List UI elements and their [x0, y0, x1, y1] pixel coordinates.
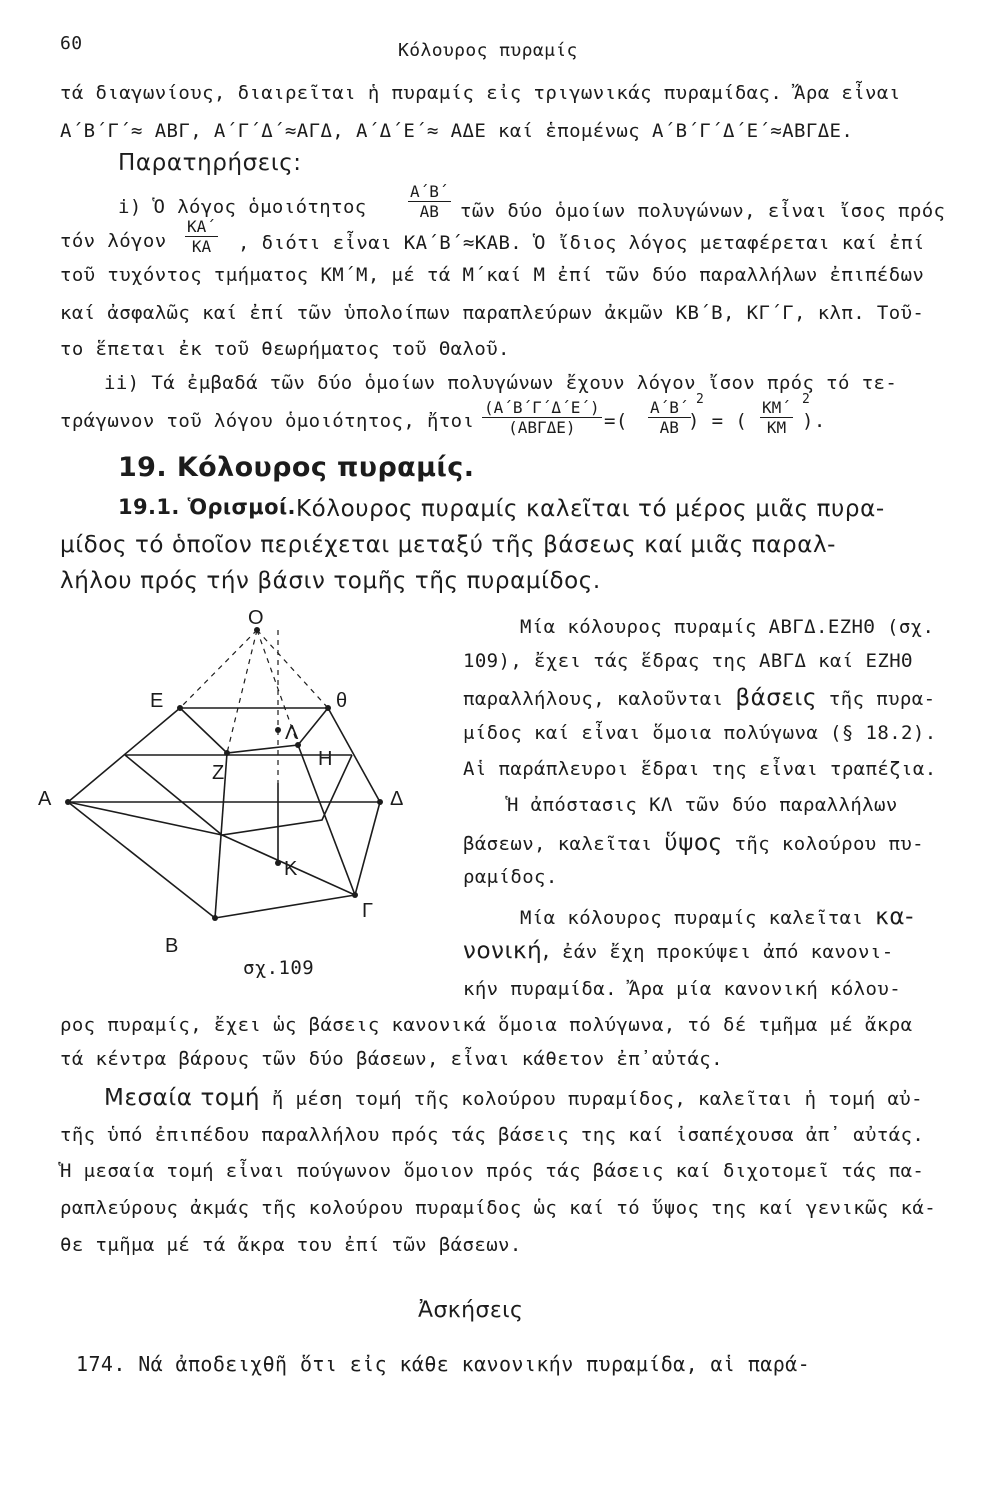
label-theta: θ	[336, 690, 348, 712]
remark-i-text: τόν λόγον	[60, 230, 167, 252]
right-column-line: κήν πυραμίδα. Ἄρα μία κανονική κόλου-	[463, 978, 902, 1000]
label-delta: Δ	[390, 788, 404, 810]
intro-line: Α΄Β΄Γ΄≈ ΑΒΓ, Α΄Γ΄Δ΄≈ΑΓΔ, Α΄Δ΄Ε΄≈ ΑΔΕ καί ἑπομένως Α΄Β΄Γ΄Δ΄Ε΄≈ΑΒΓΔΕ.	[60, 120, 854, 142]
fraction-denominator: ΚΑ	[191, 237, 212, 256]
exercises-title: Ἀσκήσεις	[418, 1298, 524, 1323]
remark-ii-text: τράγωνον τοῦ λόγου ὁμοιότητος, ἤτοι	[60, 410, 475, 432]
edge-ab	[68, 802, 215, 918]
fraction-denominator: ΑΒ	[419, 202, 439, 221]
body-line: θε τμῆμα μέ τά ἄκρα του ἐπί τῶν βάσεων.	[60, 1234, 522, 1256]
running-title: Κόλουρος πυραμίς	[398, 40, 578, 61]
right-column-line: Μία κόλουρος πυραμίς ΑΒΓΔ.ΕΖΗΘ (σχ.	[520, 616, 935, 638]
hidden-edge-oz	[227, 630, 257, 753]
equals-sign: ) = (	[688, 410, 748, 432]
truncated-pyramid-figure	[30, 605, 430, 985]
body-line: Μεσαία τομή ἤ μέση τομή τῆς κολούρου πυραμίδος, καλεῖται ἡ τομή αὐ-	[104, 1085, 923, 1111]
fraction-numerator: Α΄Β΄	[650, 398, 689, 417]
body-line: ρος πυραμίς, ἔχει ὡς βάσεις κανονικά ὅμοια πολύγωνα, τό δέ τμῆμα μέ ἄκρα	[60, 1014, 913, 1036]
hidden-edge-oe	[180, 630, 257, 708]
fraction-ratio-ab	[408, 182, 451, 221]
fraction-numerator: Α΄Β΄	[410, 182, 449, 201]
term-bases: βάσεις	[735, 685, 818, 711]
body-line: τά κέντρα βάρους τῶν δύο βάσεων, εἶναι κάθετον ἐπ᾽αὐτάς.	[60, 1048, 723, 1070]
term-mid-section: Μεσαία τομή	[104, 1085, 260, 1111]
fraction-denominator: (ΑΒΓΔΕ)	[508, 418, 576, 437]
edge-gd	[355, 802, 380, 895]
fraction-area-ratio	[482, 398, 602, 437]
term-regular: κα-	[875, 904, 915, 930]
right-column-line: Μία κόλουρος πυραμίς καλεῖται κα-	[520, 904, 915, 930]
definition-text: λήλου πρός τήν βάσιν τομῆς τῆς πυραμίδος.	[60, 568, 601, 594]
label-h: H	[318, 748, 333, 770]
remark-ii-text: ii) Τά ἐμβαδά τῶν δύο ὁμοίων πολυγώνων ἔχουν λόγον ἴσον πρός τό τε-	[104, 372, 898, 394]
label-o: O	[248, 607, 264, 629]
subsection-label: 19.1. Ὁρισμοί.	[118, 495, 296, 519]
definition-text: Κόλουρος πυραμίς καλεῖται τό μέρος μιᾶς πυρα-	[296, 496, 885, 522]
hidden-edge-o-theta	[257, 630, 328, 708]
label-z: Z	[212, 762, 225, 784]
section-title: 19. Κόλουρος πυραμίς.	[118, 452, 475, 483]
remark-i-text: τῶν δύο ὁμοίων πολυγώνων, εἶναι ἴσος πρός	[460, 200, 946, 222]
label-e: E	[150, 690, 164, 712]
fraction-denominator: ΑΒ	[659, 418, 679, 437]
term-height: ὕψος	[664, 830, 723, 856]
body-line: ραπλεύρους ἀκμάς τῆς κολούρου πυραμίδος ὡς καί τό ὕψος της καί γενικῶς κά-	[60, 1197, 937, 1219]
label-a: A	[38, 788, 52, 810]
fraction-numerator: (Α΄Β΄Γ΄Δ΄Ε΄)	[484, 398, 600, 417]
vertex-b	[212, 915, 218, 921]
remark-i-text: τοῦ τυχόντος τμήματος ΚΜ΄Μ, μέ τά Μ΄καί Μ ἐπί τῶν δύο παραλλήλων ἐπιπέδων	[60, 264, 925, 286]
exercise-174: 174. Νά ἀποδειχθῆ ὅτι εἰς κάθε κανονικήν πυραμίδα, αἱ παρά-	[76, 1352, 811, 1376]
intro-line: τά διαγωνίους, διαιρεῖται ἡ πυραμίς εἰς τριγωνικάς πυραμίδας. Ἄρα εἶναι	[60, 82, 901, 104]
right-column-line: Αἱ παράπλευροι ἕδραι της εἶναι τραπέζια.	[463, 758, 937, 780]
point-k	[275, 860, 281, 866]
top-base-edges	[180, 708, 328, 753]
exponent: 2	[802, 392, 810, 407]
term-regular-cont: νονική,	[463, 938, 551, 964]
point-lambda	[275, 727, 281, 733]
remark-i-text: i) Ὁ λόγος ὁμοιότητος	[118, 196, 367, 218]
vertex-gamma	[352, 892, 358, 898]
vertex-a	[65, 799, 71, 805]
vertex-delta	[377, 799, 383, 805]
vertex-e	[177, 705, 183, 711]
definition-text: μίδος τό ὁποῖον περιέχεται μεταξύ τῆς βάσεως καί μιᾶς παραλ-	[60, 532, 837, 558]
label-b: B	[165, 935, 179, 957]
body-line: Ἡ μεσαία τομή εἶναι πούγωνον ὅμοιον πρός τάς βάσεις καί διχοτομεῖ τάς πα-	[60, 1160, 925, 1182]
figure-caption: σχ.109	[243, 957, 315, 979]
remark-i-text: , διότι εἶναι ΚΑ΄Β΄≈ΚΑΒ. Ὁ ἴδιος λόγος μεταφέρεται καί ἐπί	[238, 232, 925, 254]
inner-line	[68, 802, 222, 835]
fraction-ratio-ka	[185, 217, 218, 256]
vertex-z	[224, 750, 230, 756]
right-column-line: νονική, ἐάν ἔχη προκύψει ἀπό κανονι-	[463, 938, 894, 964]
page-number: 60	[60, 33, 83, 54]
closing-paren: ).	[802, 410, 826, 432]
fraction-numerator: ΚΑ΄	[187, 217, 216, 236]
fraction-ratio-ab	[648, 398, 691, 437]
label-k: K	[284, 858, 298, 880]
edge-bg	[215, 895, 355, 918]
right-column-line: μίδος καί εἶναι ὅμοια πολύγωνα (§ 18.2).	[463, 722, 937, 744]
right-column-line: βάσεων, καλεῖται ὕψος τῆς κολούρου πυ-	[463, 830, 925, 856]
right-column-line: ραμίδος.	[463, 866, 558, 888]
remarks-title: Παρατηρήσεις:	[118, 150, 302, 176]
right-column-line: Ἡ ἀπόστασις ΚΛ τῶν δύο παραλλήλων	[507, 794, 898, 816]
label-lambda: Λ	[285, 722, 299, 744]
label-gamma: Γ	[362, 900, 374, 922]
exponent: 2	[696, 392, 704, 407]
remark-i-text: το ἕπεται ἐκ τοῦ θεωρήματος τοῦ Θαλοῦ.	[60, 338, 510, 360]
fraction-denominator: ΚΜ	[766, 418, 787, 437]
vertex-theta	[325, 705, 331, 711]
body-line: τῆς ὑπό ἐπιπέδου παραλλήλου πρός τάς βάσεις της καί ἰσαπέχουσα ἀπ᾽ αὐτάς.	[60, 1124, 925, 1146]
remark-i-text: καί ἀσφαλῶς καί ἐπί τῶν ὑπολοίπων παραπλεύρων ἀκμῶν ΚΒ΄Β, ΚΓ΄Γ, κλπ. Τοῦ-	[60, 302, 925, 324]
right-column-line: 109), ἔχει τάς ἕδρας της ΑΒΓΔ καί ΕΖΗΘ	[463, 650, 913, 672]
equals-sign: =(	[604, 410, 628, 432]
fraction-ratio-km	[760, 398, 793, 437]
fraction-numerator: ΚΜ΄	[762, 398, 791, 417]
right-column-line: παραλλήλους, καλοῦνται βάσεις τῆς πυρα-	[463, 685, 936, 711]
